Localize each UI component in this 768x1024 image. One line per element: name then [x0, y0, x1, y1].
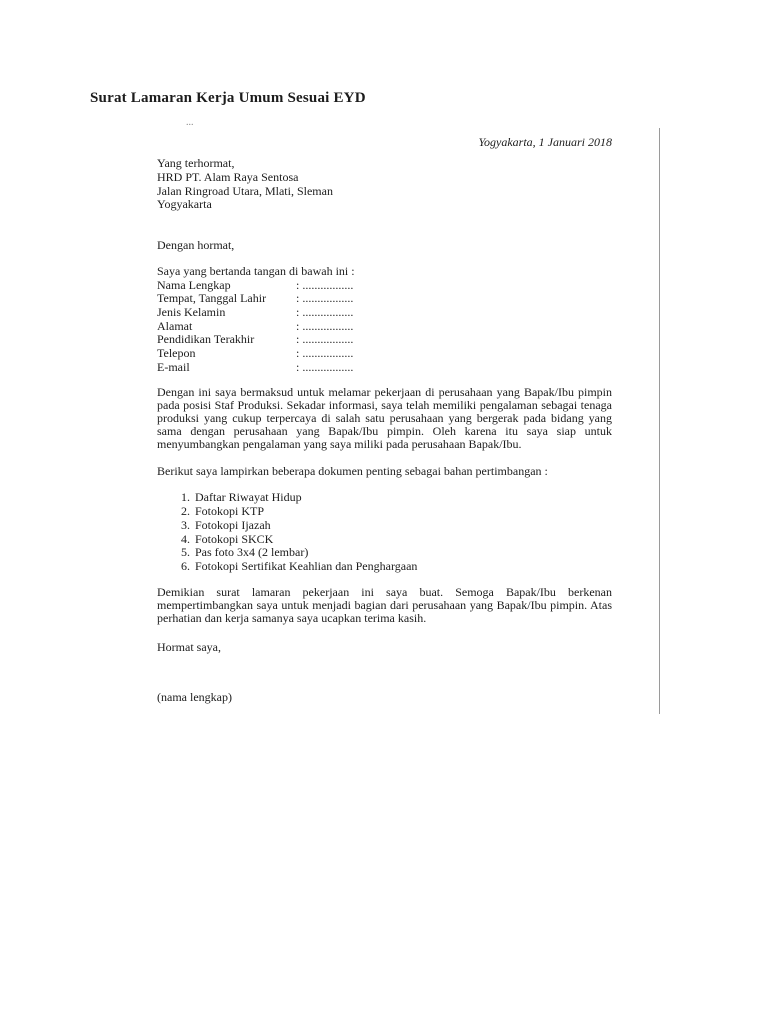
letter-body — [157, 136, 612, 705]
field-row-tempat-tanggal-lahir — [157, 292, 612, 306]
body-paragraph: Dengan ini saya bermaksud untuk melamar pekerjaan di perusahaan yang Bapak/Ibu pimpin pada posisi Staf Produksi. Sekadar informasi, saya telah memiliki pengalaman sebagai tenaga produksi yang cukup terpercaya di salah satu perusahaan yang bergerak pada bidang yang sama dengan perusahaan yang Bapak/Ibu pimpin. Oleh karena itu saya siap untuk menyumbangkan pengalaman yang saya miliki pada perusahaan Bapak/Ibu. — [157, 384, 612, 451]
personal-data-fields — [157, 279, 612, 375]
recipient-block — [157, 157, 612, 211]
closing-salutation: Hormat saya, — [157, 639, 221, 654]
closing-paragraph: Demikian surat lamaran pekerjaan ini saya buat. Semoga Bapak/Ibu berkenan mempertimbangkan saya untuk menjadi bagian dari perusahaan yang Bapak/Ibu pimpin. Atas perhatian dan kerja samanya saya ucapkan terima kasih. — [157, 584, 612, 625]
attachment-item: 3. Fotokopi Ijazah — [193, 519, 612, 533]
attachments-list — [157, 491, 612, 573]
field-row-telepon — [157, 347, 612, 361]
field-label: Alamat — [157, 318, 193, 333]
attachment-item: 1. Daftar Riwayat Hidup — [193, 491, 612, 505]
intro-line: Saya yang bertanda tangan di bawah ini : — [157, 264, 355, 279]
attachment-item: 6. Fotokopi Sertifikat Keahlian dan Penghargaan — [193, 560, 612, 574]
field-label: Pendidikan Terakhir — [157, 332, 255, 347]
attachments-intro: Berikut saya lampirkan beberapa dokumen penting sebagai bahan pertimbangan : — [157, 463, 548, 478]
field-row-nama-lengkap — [157, 279, 612, 293]
field-row-jenis-kelamin — [157, 306, 612, 320]
field-value: : ................. — [296, 318, 354, 333]
page-edge-line — [659, 128, 660, 714]
field-value: : ................. — [296, 305, 354, 319]
field-row-alamat — [157, 320, 612, 334]
field-value: : ................. — [296, 346, 354, 361]
field-row-email — [157, 361, 612, 375]
field-label: Telepon — [157, 346, 196, 361]
page-title: Surat Lamaran Kerja Umum Sesuai EYD — [90, 90, 366, 106]
field-value: : ................. — [296, 332, 354, 347]
recipient-line: Yogyakarta — [157, 197, 212, 212]
field-label: Nama Lengkap — [157, 277, 231, 292]
field-row-pendidikan-terakhir — [157, 333, 612, 347]
field-value: : ................. — [296, 359, 354, 374]
recipient-line: Yang terhormat, — [157, 156, 235, 171]
recipient-line: HRD PT. Alam Raya Sentosa — [157, 170, 299, 184]
date-line: Yogyakarta, 1 Januari 2018 — [478, 135, 612, 149]
title-ellipsis-artifact: ... — [186, 117, 194, 128]
signature-placeholder: (nama lengkap) — [157, 690, 232, 705]
attachment-item: 5. Pas foto 3x4 (2 lembar) — [193, 546, 612, 560]
field-value: : ................. — [296, 277, 354, 292]
field-label: Tempat, Tanggal Lahir — [157, 291, 267, 306]
attachment-item: 4. Fotokopi SKCK — [193, 533, 612, 547]
salutation: Dengan hormat, — [157, 237, 235, 252]
field-label: Jenis Kelamin — [157, 305, 226, 319]
attachment-item: 2. Fotokopi KTP — [193, 505, 612, 519]
field-value: : ................. — [296, 291, 354, 306]
recipient-line: Jalan Ringroad Utara, Mlati, Sleman — [157, 183, 333, 198]
field-label: E-mail — [157, 359, 190, 374]
